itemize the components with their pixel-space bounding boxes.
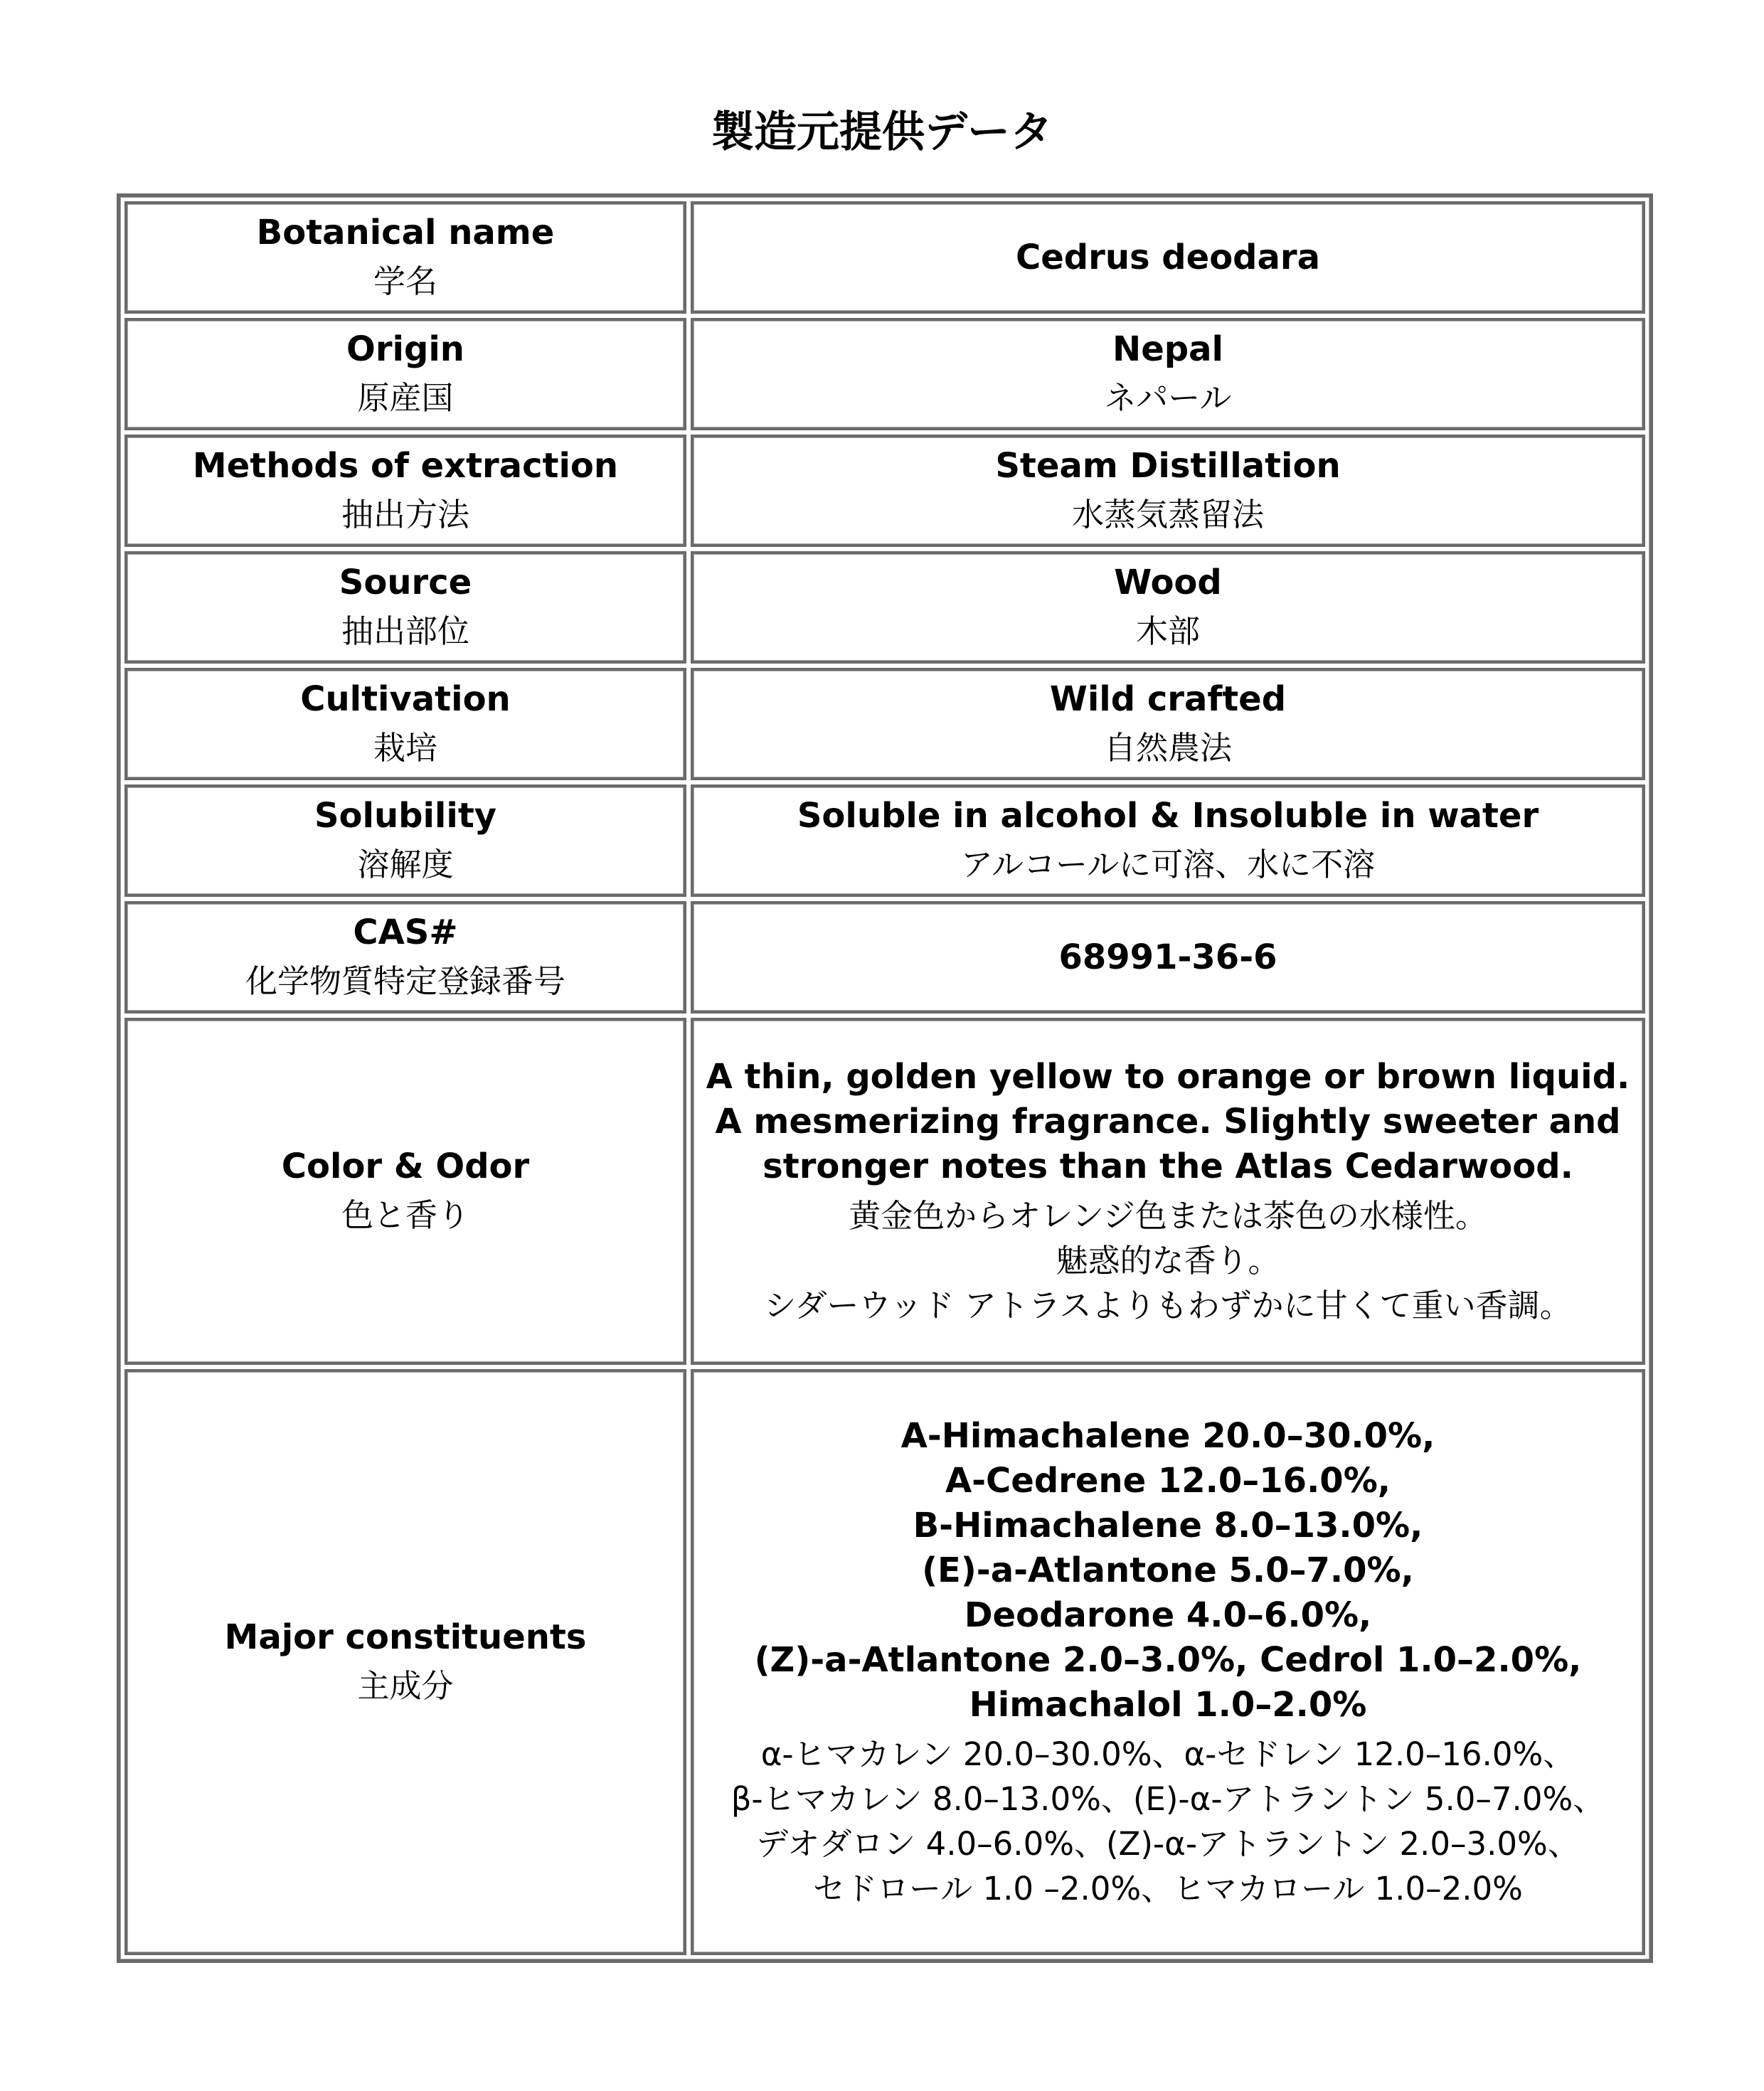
row-origin	[124, 318, 1645, 430]
value-ja-line: β-ヒマカレン 8.0–13.0%、(E)-α-アトラントン 5.0–7.0%、	[730, 1779, 1605, 1818]
row-methods-of-extraction	[124, 435, 1645, 547]
value-ja-block	[705, 1732, 1631, 1911]
value-en: Nepal	[1112, 329, 1223, 369]
value-en-line: Himachalol 1.0–2.0%	[969, 1684, 1367, 1725]
label-ja: 溶解度	[357, 846, 454, 883]
value-ja: ネパール	[1104, 379, 1232, 417]
row-source	[124, 551, 1645, 664]
value-en-line: Deodarone 4.0–6.0%,	[964, 1595, 1372, 1635]
label-en: Cultivation	[300, 679, 511, 719]
row-cultivation	[124, 668, 1645, 780]
label-ja: 抽出部位	[341, 612, 469, 650]
value-en-line: A-Cedrene 12.0–16.0%,	[945, 1460, 1391, 1501]
value-en: Steam Distillation	[995, 446, 1341, 486]
label-ja: 学名	[373, 262, 437, 300]
label-cell	[124, 1369, 686, 1955]
label-cell	[124, 435, 686, 547]
row-botanical-name	[124, 201, 1645, 314]
label-en: CAS#	[353, 913, 458, 952]
label-ja: 原産国	[357, 379, 454, 417]
label-ja: 色と香り	[341, 1196, 469, 1234]
value-en: Wild crafted	[1049, 679, 1287, 719]
label-en: Origin	[346, 329, 464, 369]
spec-table	[117, 193, 1653, 1963]
value-en: 68991-36-6	[1058, 937, 1277, 977]
label-en: Major constituents	[224, 1617, 587, 1657]
value-cell	[691, 1018, 1645, 1365]
label-ja: 栽培	[373, 729, 437, 767]
value-ja-line: 魅惑的な香り。	[1056, 1242, 1280, 1279]
value-cell	[691, 551, 1645, 664]
row-color-and-odor	[124, 1018, 1645, 1365]
label-cell	[124, 901, 686, 1013]
value-en-line: B-Himachalene 8.0–13.0%,	[913, 1505, 1423, 1545]
value-cell	[691, 901, 1645, 1013]
value-en: Cedrus deodara	[1016, 238, 1320, 277]
label-en: Solubility	[314, 796, 497, 836]
label-ja: 化学物質特定登録番号	[245, 962, 565, 1000]
label-ja: 抽出方法	[341, 496, 469, 533]
value-ja-line: α-ヒマカレン 20.0–30.0%、α-セドレン 12.0–16.0%、	[760, 1735, 1576, 1773]
label-cell	[124, 1018, 686, 1365]
value-en-line: A thin, golden yellow to orange or brown liquid.	[706, 1057, 1630, 1097]
label-en: Color & Odor	[281, 1146, 530, 1186]
label-cell	[124, 551, 686, 664]
row-solubility	[124, 784, 1645, 897]
value-ja: 木部	[1135, 612, 1200, 650]
value-cell	[691, 435, 1645, 547]
label-en: Methods of extraction	[192, 446, 619, 486]
value-cell	[691, 1369, 1645, 1955]
value-ja-block	[705, 1193, 1631, 1328]
value-en-line: A mesmerizing fragrance. Slightly sweeter and	[715, 1102, 1621, 1142]
value-en-block	[705, 1055, 1631, 1189]
value-en-line: A-Himachalene 20.0–30.0%,	[900, 1415, 1435, 1456]
value-en-block	[705, 1414, 1631, 1728]
value-ja-line: セドロール 1.0 –2.0%、ヒマカロール 1.0–2.0%	[813, 1869, 1523, 1908]
value-ja: アルコールに可溶、水に不溶	[960, 846, 1376, 883]
value-en-line: (Z)-a-Atlantone 2.0–3.0%, Cedrol 1.0–2.0%,	[754, 1639, 1582, 1680]
label-cell	[124, 318, 686, 430]
value-ja-line: デオダロン 4.0–6.0%、(Z)-α-アトラントン 2.0–3.0%、	[756, 1824, 1580, 1863]
value-cell	[691, 201, 1645, 314]
row-major-constituents	[124, 1369, 1645, 1955]
value-ja: 水蒸気蒸留法	[1071, 496, 1264, 533]
value-ja-line: シダーウッド アトラスよりもわずかに甘くて重い香調。	[764, 1287, 1572, 1324]
label-ja: 主成分	[357, 1667, 454, 1705]
page-title: 製造元提供データ	[711, 107, 1053, 157]
value-en-line: (E)-a-Atlantone 5.0–7.0%,	[922, 1550, 1414, 1590]
value-en-line: stronger notes than the Atlas Cedarwood.	[763, 1146, 1573, 1186]
value-ja: 自然農法	[1103, 729, 1232, 767]
label-cell	[124, 668, 686, 780]
label-cell	[124, 784, 686, 897]
row-cas-number	[124, 901, 1645, 1013]
value-en: Soluble in alcohol & Insoluble in water	[797, 796, 1539, 836]
value-cell	[691, 318, 1645, 430]
value-en: Wood	[1114, 563, 1222, 602]
value-ja-line: 黄金色からオレンジ色または茶色の水様性。	[849, 1197, 1487, 1235]
label-en: Source	[339, 563, 472, 602]
label-cell	[124, 201, 686, 314]
label-en: Botanical name	[256, 213, 555, 252]
value-cell	[691, 784, 1645, 897]
value-cell	[691, 668, 1645, 780]
